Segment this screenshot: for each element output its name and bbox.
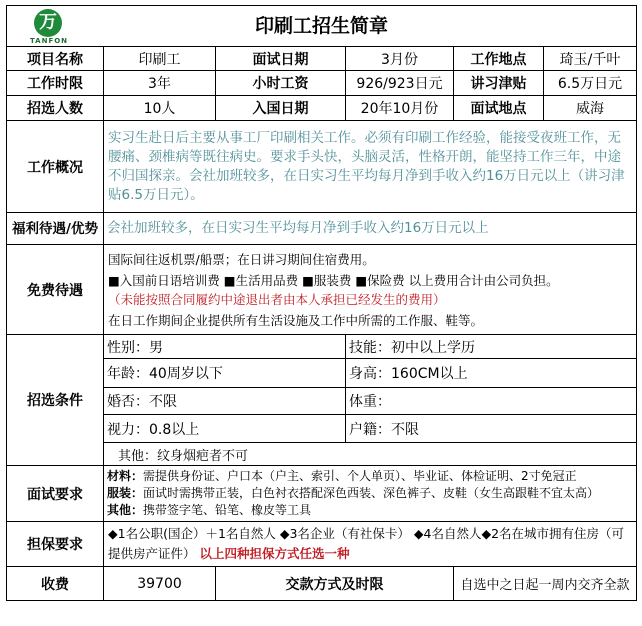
condition-weight: 体重： [346, 388, 637, 415]
work-term-value: 3年 [104, 71, 216, 96]
condition-gender: 性别：男 [104, 335, 346, 359]
guarantee-row [7, 522, 637, 567]
work-location-label: 工作地点 [454, 47, 544, 71]
interview-location-value: 威海 [544, 96, 637, 121]
free-benefits-line-2: ■入国前日语培训费 ■生活用品费 ■服装费 ■保险费 以上费用合计由公司负担。 [108, 272, 559, 288]
interview-requirements-row [7, 466, 637, 522]
training-allowance-label: 讲习津贴 [454, 71, 544, 96]
interview-clothing-key: 服装： [107, 486, 144, 500]
fee-label: 收费 [7, 567, 104, 601]
project-name-value: 印刷工 [104, 47, 216, 71]
entry-date-label: 入国日期 [216, 96, 346, 121]
hourly-wage-value: 926/923日元 [346, 71, 454, 96]
payment-method-label: 交款方式及时限 [216, 567, 454, 601]
hourly-wage-label: 小时工资 [216, 71, 346, 96]
headcount-value: 10人 [104, 96, 216, 121]
payment-method-value: 自选中之日起一周内交齐全款 [454, 567, 637, 601]
interview-clothing-text: 面试时需携带正装，白色衬衣搭配深色西装、深色裤子、皮鞋（女生高跟鞋不宜太高） [143, 486, 600, 500]
logo-glyph: 万 [39, 12, 57, 33]
guarantee-label: 担保要求 [7, 522, 104, 567]
welfare-label: 福利待遇/优势 [7, 213, 104, 245]
condition-row-1 [7, 335, 637, 359]
overview-text: 实习生赴日后主要从事工厂印刷相关工作。必须有印刷工作经验，能接受夜班工作，无腰痛、颈椎病等既往病史。要求手头快，头脑灵活，性格开朗，能坚持工作三年，中途不归国探亲。会社加班较多，在日实习生平均每月净到手收入约16万日元以上（讲习津贴6.5万日元）。 [104, 121, 637, 213]
work-term-label: 工作时限 [7, 71, 104, 96]
info-row-3 [7, 96, 637, 121]
fee-row [7, 567, 637, 601]
condition-skill: 技能：初中以上学历 [346, 335, 637, 359]
work-location-value: 琦玉/千叶 [544, 47, 637, 71]
interview-materials-key: 材料： [107, 469, 144, 483]
free-benefits-content [104, 245, 637, 335]
logo-brand: TANFON [29, 37, 69, 45]
fee-amount: 39700 [104, 567, 216, 601]
interview-other-key: 其他： [107, 503, 144, 517]
interview-other-text: 携带签字笔、铅笔、橡皮等工具 [143, 503, 312, 517]
condition-age: 年龄：40周岁以下 [104, 359, 346, 388]
welfare-text: 会社加班较多，在日实习生平均每月净到手收入约16万日元以上 [104, 213, 637, 245]
project-name-label: 项目名称 [7, 47, 104, 71]
training-allowance-value: 6.5万日元 [544, 71, 637, 96]
overview-label: 工作概况 [7, 121, 104, 213]
condition-marriage: 婚否：不限 [104, 388, 346, 415]
headcount-label: 招选人数 [7, 96, 104, 121]
overview-row [7, 121, 637, 213]
interview-materials-text: 需提供身份证、户口本（户主、索引、个人单页）、毕业证、体检证明、2寸免冠正 [143, 469, 577, 483]
interview-date-value: 3月份 [346, 47, 454, 71]
free-benefits-note: （未能按照合同履约中途退出者由本人承担已经发生的费用） [108, 291, 446, 307]
free-benefits-label: 免费待遇 [7, 245, 104, 335]
guarantee-text: ◆1名公职(国企）＋1名自然人 ◆3名企业（有社保卡） ◆4名自然人◆2名在城市拥有住房（可提供房产证件） [108, 526, 625, 561]
entry-date-value: 20年10月份 [346, 96, 454, 121]
interview-requirements-content [104, 466, 637, 522]
welfare-row [7, 213, 637, 245]
company-logo [27, 9, 71, 45]
interview-other-line [107, 502, 633, 519]
title-cell [7, 6, 637, 47]
free-benefits-line-1: 国际间往返机票/船票；在日讲习期间住宿费用。 [108, 251, 375, 267]
info-row-2 [7, 71, 637, 96]
interview-date-label: 面试日期 [216, 47, 346, 71]
interview-requirements-label: 面试要求 [7, 466, 104, 522]
recruitment-table [6, 5, 637, 601]
page-title: 印刷工招生简章 [255, 15, 389, 37]
info-row-1 [7, 47, 637, 71]
interview-location-label: 面试地点 [454, 96, 544, 121]
interview-materials-line [107, 468, 633, 485]
guarantee-note: 以上四种担保方式任选一种 [199, 546, 350, 561]
condition-hukou: 户籍：不限 [346, 415, 637, 443]
free-benefits-line-4: 在日工作期间企业提供所有生活设施及工作中所需的工作服、鞋等。 [108, 312, 484, 328]
condition-vision: 视力：0.8以上 [104, 415, 346, 443]
free-benefits-row [7, 245, 637, 335]
interview-clothing-line [107, 485, 633, 502]
condition-height: 身高：160CM以上 [346, 359, 637, 388]
guarantee-content [104, 522, 637, 567]
conditions-label: 招选条件 [7, 335, 104, 466]
condition-other: 其他：纹身烟疤者不可 [104, 443, 637, 466]
